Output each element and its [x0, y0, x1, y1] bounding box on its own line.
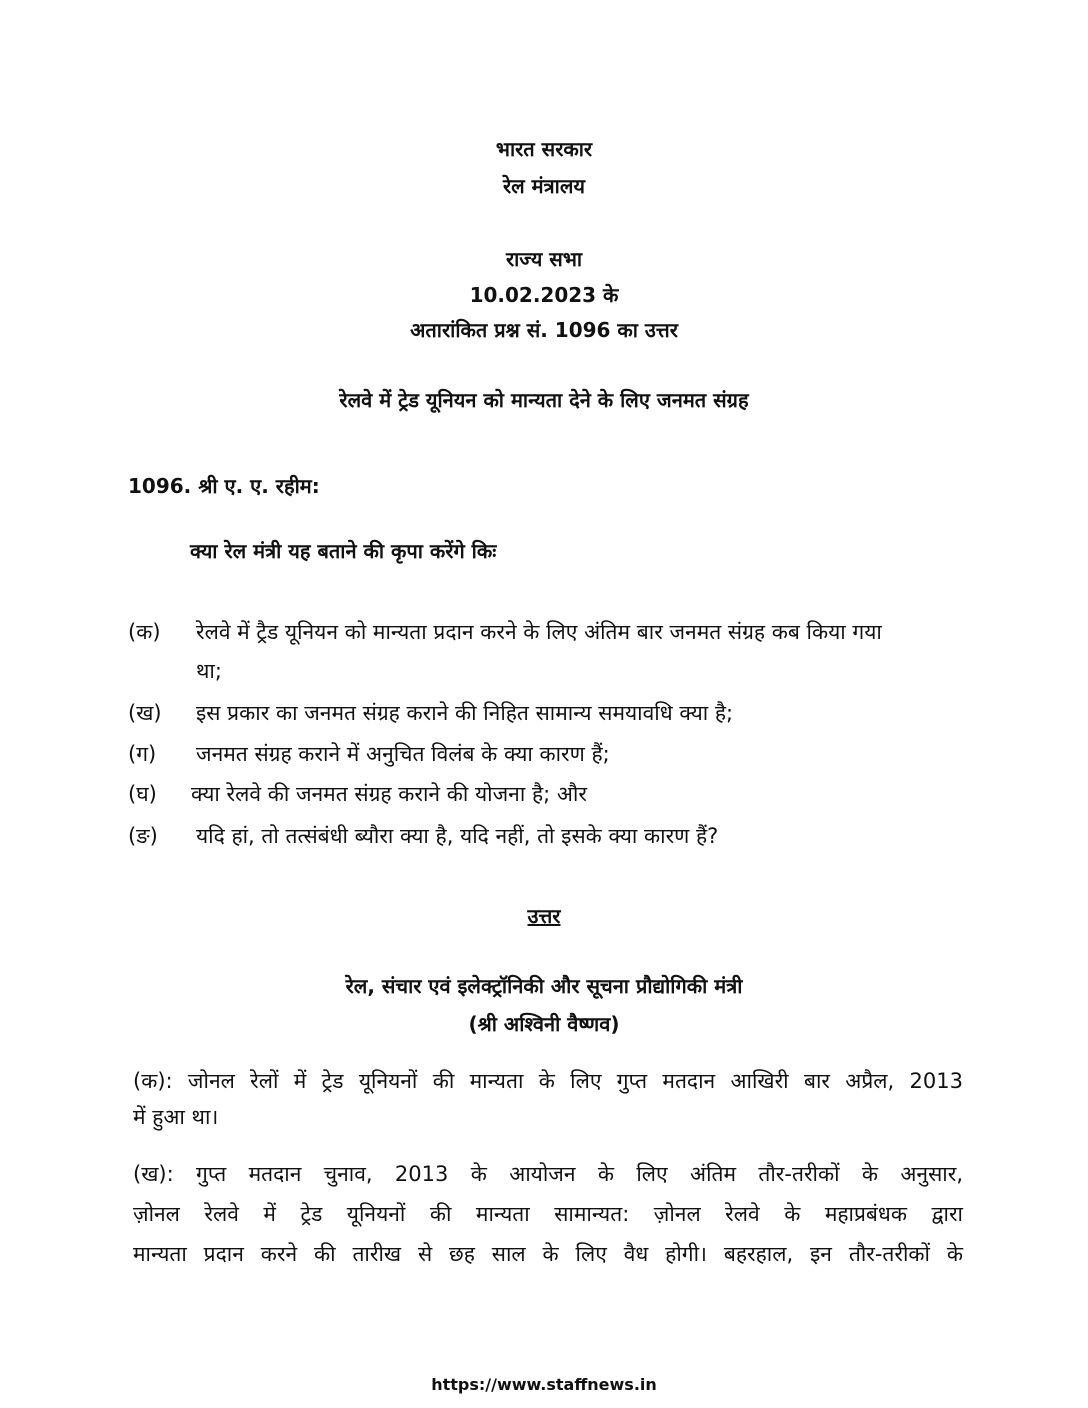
question-part-text: क्या रेलवे की जनमत संग्रह कराने की योजना है; और	[191, 782, 587, 806]
answer-line: (क): जोनल रेलों में ट्रेड यूनियनों की मान्यता के लिए गुप्त मतदान आखिरी बार अप्रैल, 2013	[133, 1069, 963, 1093]
date-heading: 10.02.2023 के	[469, 283, 619, 307]
answer-heading: उत्तर	[527, 904, 561, 928]
question-part-text: इस प्रकार का जनमत संग्रह कराने की निहित सामान्य समयावधि क्या है;	[196, 701, 734, 725]
footer-url[interactable]: https://www.staffnews.in	[431, 1375, 657, 1394]
answer-line: ज़ोनल रेलवे में ट्रेड यूनियनों की मान्यता सामान्यत: ज़ोनल रेलवे के महाप्रबंधक द्वारा	[133, 1202, 963, 1226]
question-intro: क्या रेल मंत्री यह बताने की कृपा करेंगे किः	[190, 539, 497, 563]
question-part-continuation: था;	[196, 659, 222, 683]
question-part-label: (घ)	[128, 782, 157, 806]
answer-line: में हुआ था।	[133, 1105, 219, 1129]
question-part-label: (ङ)	[128, 824, 158, 848]
question-part-text: यदि हां, तो तत्संबंधी ब्यौरा क्या है, यदि नहीं, तो इसके क्या कारण हैं?	[196, 824, 719, 848]
minister-title: रेल, संचार एवं इलेक्ट्रॉनिकी और सूचना प्रौद्योगिकी मंत्री	[345, 974, 743, 998]
question-part-text: जनमत संग्रह कराने में अनुचित विलंब के क्या कारण हैं;	[196, 742, 610, 766]
minister-name: (श्री अश्विनी वैष्णव)	[468, 1012, 620, 1036]
question-type-heading: अतारांकित प्रश्न सं. 1096 का उत्तर	[410, 318, 678, 342]
answer-line: मान्यता प्रदान करने की तारीख से छह साल के लिए वैध होगी। बहरहाल, इन तौर-तरीकों के	[133, 1242, 963, 1266]
ministry-heading: रेल मंत्रालय	[502, 174, 586, 198]
house-heading: राज्य सभा	[505, 247, 583, 271]
question-part-label: (क)	[128, 620, 161, 644]
question-part-label: (ख)	[128, 701, 162, 725]
answer-line: (ख): गुप्त मतदान चुनाव, 2013 के आयोजन के लिए अंतिम तौर-तरीकों के अनुसार,	[133, 1162, 963, 1186]
govt-heading: भारत सरकार	[495, 137, 593, 161]
question-part-label: (ग)	[128, 742, 157, 766]
question-number-member: 1096. श्री ए. ए. रहीम:	[128, 474, 320, 498]
question-part-text: रेलवे में ट्रैड यूनियन को मान्यता प्रदान करने के लिए अंतिम बार जनमत संग्रह कब किया गया	[196, 620, 882, 644]
subject-heading: रेलवे में ट्रेड यूनियन को मान्यता देने के लिए जनमत संग्रह	[339, 388, 749, 412]
